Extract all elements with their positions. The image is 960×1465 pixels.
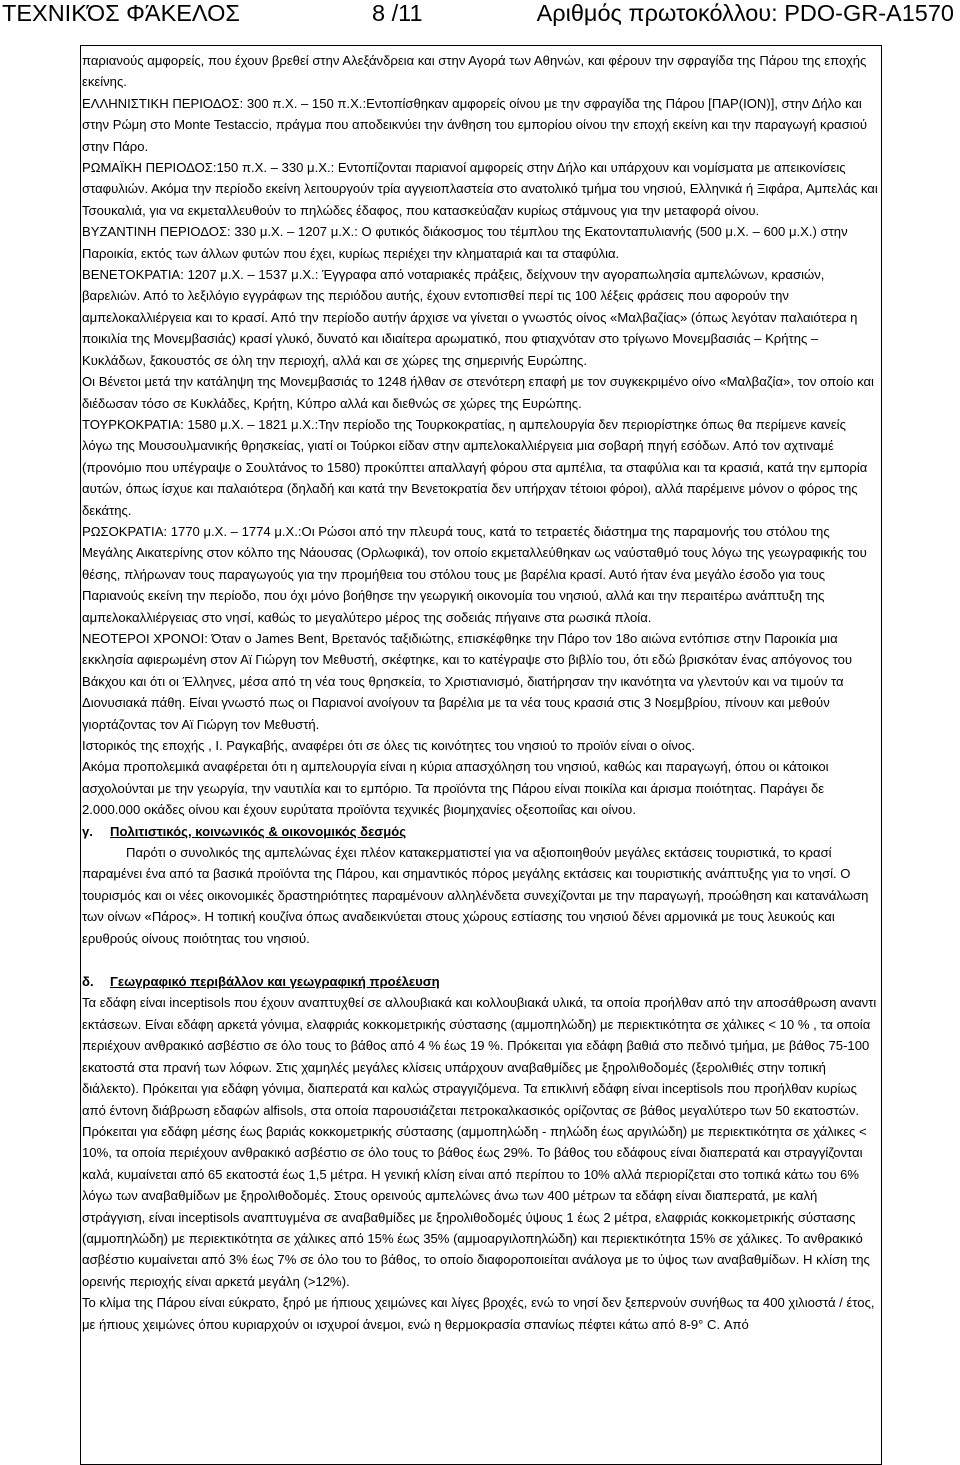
paragraph: ΒΥΖΑΝΤΙΝΗ ΠΕΡΙΟΔΟΣ: 330 μ.Χ. – 1207 μ.Χ.: Ο φυτικός διάκοσμος του τέμπλου της Εκατονταπυλιανής (500 μ.Χ. – 600 μ.Χ.) στην Παροικία, εκτός των άλλων φυτών που έχει, κυρίως περιέχει την κληματαριά και τα σταφύλια. xyxy=(82,224,848,261)
protocol-number: Αριθμός πρωτοκόλλου: PDO-GR-A1570 xyxy=(536,0,954,26)
page-header xyxy=(0,0,960,36)
paragraph: ΤΟΥΡΚΟΚΡΑΤΙΑ: 1580 μ.Χ. – 1821 μ.Χ.:Την περίοδο της Τουρκοκρατίας, η αμπελουργία δεν περιορίστηκε όπως θα περίμενε κανείς λόγω της Μουσουλμανικής θρησκείας, γιατί οι Τούρκοι είδαν στην αμπελοκαλλιέργεια μια σοβαρή πηγή εσόδων. Από τον αχτιναμέ (προνόμιο που υπέγραψε ο Σουλτάνος το 1580) προκύπτει απαλλαγή φόρου στα αμπέλια, τα σταφύλια και τα κρασιά, κατά την εμπορία αυτών, όπως ίσχυε και παλαιότερα (δηλαδή και κατά την Βενετοκρατία δεν υπήρχαν τέτοιοι φόροι), αλλά παρέμεινε μόνον ο φόρος της δεκάτης. xyxy=(82,416,868,518)
paragraph: ΒΕΝΕΤΟΚΡΑΤΙΑ: 1207 μ.Χ. – 1537 μ.Χ.: Έγγραφα από νοταριακές πράξεις, δείχνουν την αγοραπωλησία αμπελώνων, κρασιών, βαρελιών. Από το λεξιλόγιο εγγράφων της περιόδου αυτής, έχουν εντοπισθεί περί τις 100 λέξεις φράσεις που αφορούν την αμπελοκαλλιέργεια και το κρασί. Από την περίοδο αυτήν άρχισε να γίνεται ο γνωστός οίνος «Μαλβαζίας» (όπως λεγόταν παλαιότερα η ποικιλία της Μονεμβασιάς) κρασί γλυκό, δυνατό και ιδιαίτερα αρωματικό, που φτιαχνόταν στο τρίγωνο Μονεμβασιάς – Κρήτης – Κυκλάδων, ξακουστός σε όλη την περιοχή, αλλά και σε χώρες της σημερινής Ευρώπης. xyxy=(82,267,858,368)
spacer xyxy=(82,949,878,971)
folder-label: ΤΕΧΝΙΚΌΣ ΦΆΚΕΛΟΣ xyxy=(2,0,240,26)
section-heading-cultural xyxy=(82,821,878,842)
paragraph: Τα εδάφη είναι inceptisols που έχουν αναπτυχθεί σε αλλουβιακά και κολλουβιακά υλικά, τα οποία προήλθαν από την αποσάθρωση αναντι εκτάσεων. Είναι εδάφη αρκετά γόνιμα, ελαφριάς κοκκομετρικής σύστασης (αμμοπηλώδη) με περιεκτικότητα σε χάλικες < 10 % , τα οποία περιέχουν ανθρακικό ασβέστιο σε όλο τους το βάθος από 4 % έως 19 %. Πρόκειται για εδάφη βαθιά στο πεδινό τμήμα, με βάθος 75-100 εκατοστά στα πρανή των λόφων. Στις χαμηλές μεγάλες κλίσεις υπάρχουν αναβαθμίδες με ξηρολιθοδομές (ξερολιθιές στην τοπική διάλεκτο). Πρόκειται για εδάφη γόνιμα, διαπερατά και καλώς στραγγιζόμενα. Τα επικλινή εδάφη είναι inceptisols που προήλθαν κυρίως από έντονη διάβρωση εδαφών alfisols, στα οποία παρουσιάζεται πετροκαλκασικός ορίζοντας σε βάθος μεγαλύτερο των 50 εκατοστών. Πρόκειται για εδάφη μέσης έως βαριάς κοκκομετρικής σύστασης (αμμοπηλώδη - πηλώδη έως αργιλώδη) με περιεκτικότητα σε χάλικες < 10%, τα οποία περιέχουν ανθρακικό ασβέστιο σε όλο τους το βάθος έως 29%. Το βάθος του εδάφους είναι διαπερατά και στραγγίζονται καλά, κυμαίνεται από 65 εκατοστά έως 1,5 μέτρα. Η γενική κλίση είναι από περίπου το 10% αλλά περιορίζεται στο τοπικά κάτω του 6% λόγω των αναβαθμίδων με ξηρολιθοδομές. Στους ορεινούς αμπελώνες άνω των 400 μέτρων τα εδάφη είναι διαπερατά, με καλή στράγγιση, είναι inceptisols αναπτυγμένα σε αναβαθμίδες με ξηρολιθοδομές ύψους 1 έως 2 μέτρα, ελαφριάς κοκκομετρικής σύστασης (αμμοπηλώδη) με περιεκτικότητα σε χάλικες από 15% έως 35% (αμμοαργιλοπηλώδη) και περιεκτικότητα 15% σε χάλικες. Το ανθρακικό ασβέστιο κυμαίνεται από 3% έως 7% σε όλο του το βάθος, το οποίο διαφοροποιείται ανάλογα με το ύψος των αναβαθμίδων. Η κλίση της ορεινής περιοχής είναι αρκετά μεγάλη (>12%). xyxy=(82,995,877,1289)
paragraph: Παρότι ο συνολικός της αμπελώνας έχει πλέον κατακερματιστεί για να αξιοποιηθούν μεγάλες εκτάσεις τουριστικά, το κρασί παραμένει ένα από τα βασικά προϊόντα της Πάρου, και σημαντικός πόρος μεγάλης εκτάσεις και τουριστικής ανάπτυξης για το νησί. Ο τουρισμός και οι νέες οικονομικές δραστηριότητες παραμένουν αλληλένδετα συνεχίζονται με την παραγωγή, προώθηση και κατανάλωση των οίνων «Πάρος». Η τοπική κουζίνα όπως αναδεικνύεται στους χώρους εστίασης του νησιού δένει αρμονικά με τους λευκούς και ερυθρούς οίνους ποιότητας του νησιού. xyxy=(82,845,869,946)
page-number: 8 /11 xyxy=(372,0,423,26)
paragraph: ΕΛΛΗΝΙΣΤΙΚΗ ΠΕΡΙΟΔΟΣ: 300 π.Χ. – 150 π.Χ.:Εντοπίσθηκαν αμφορείς οίνου με την σφραγίδα της Πάρου [ΠΑΡ(ΙΟΝ)], στην Δήλο και στην Ρώμη στο Monte Testaccio, πράγμα που αποδεικνύει την άνθηση του εμπορίου οίνου την εποχή εκείνη και την παραγωγή κρασιού στην Πάρο. xyxy=(82,95,868,154)
section-letter: δ. xyxy=(82,974,94,990)
paragraph: Ακόμα προπολεμικά αναφέρεται ότι η αμπελουργία είναι η κύρια απασχόληση του νησιού, καθώς και παραγωγή, όπου οι κάτοικοι ασχολούνται με την γεωργία, την ναυτιλία και το εμπόριο. Τα προϊόντα της Πάρου είναι ποικίλα και άρισμα ποιότητας. Παράγει δε 2.000.000 οκάδες οίνου και έχουν ευρύτατα προϊόντα τεχνικές βιομηχανίες οξεοποιΐας και οίνου. xyxy=(82,759,829,818)
paragraph: ΡΩΣΟΚΡΑΤΙΑ: 1770 μ.Χ. – 1774 μ.Χ.:Οι Ρώσοι από την πλευρά τους, κατά το τετραετές διάστημα της παραμονής του στόλου της Μεγάλης Αικατερίνης στον κόλπο της Νάουσας (Ορλωφικά), τον οποίο εκμεταλλεύθηκαν ως ναύσταθμό τους λόγω της γεωγραφικής του θέσης, πλήρωναν τους παραγωγούς για την προμήθεια του στόλου τους με βαρέλια κρασί. Αυτό ήταν ένα μεγάλο έσοδο για τους Παριανούς εκείνη την περίοδο, που όχι μόνο βοήθησε την γεωργική οικονομία του νησιού, αλλά και την περαιτέρω ανάπτυξη της αμπελοκαλλιέργειας στο νησί, καθώς το μεγαλύτερο μέρος της σοδειάς πήγαινε στα ρωσικά πλοία. xyxy=(82,523,867,625)
section-heading-geographic xyxy=(82,971,878,992)
paragraph: ΡΩΜΑΪΚΗ ΠΕΡΙΟΔΟΣ:150 π.Χ. – 330 μ.Χ.: Εντοπίζονται παριανοί αμφορείς στην Δήλο και υπάρχουν και νομίσματα με απεικονίσεις σταφυλιών. Ακόμα την περίοδο εκείνη λειτουργούν τρία αγγειοπλαστεία στο ανατολικό τμήμα του νησιού, Ελληνικά ή Ξιφάρα, Αμπελάς και Τσουκαλιά, για να εκμεταλλευθούν το πηλώδες έδαφος, που κατασκεύαζαν κυρίως στάμνους για την μεταφορά οίνου. xyxy=(82,160,878,218)
paragraph: παριανούς αμφορείς, που έχουν βρεθεί στην Αλεξάνδρεια και στην Αγορά των Αθηνών, και φέρουν την σφραγίδα της Πάρου της εποχής εκείνης. xyxy=(82,53,867,90)
section-letter: γ. xyxy=(82,823,93,839)
paragraph: Οι Βένετοι μετά την κατάληψη της Μονεμβασιάς το 1248 ήλθαν σε στενότερη επαφή με τον συγκεκριμένο οίνο «Μαλβαζία», τον οποίο και διέδωσαν τόσο σε Κυκλάδες, Κρήτη, Κύπρο αλλά και διεθνώς σε χώρες της Ευρώπης. xyxy=(82,374,874,411)
paragraph: Το κλίμα της Πάρου είναι εύκρατο, ξηρό με ήπιους χειμώνες και λίγες βροχές, ενώ το νησί δεν ξεπερνούν συνήθως τα 400 χιλιοστά / έτος, με ήπιους χειμώνες όπου κυριαρχούν οι ισχυροί άνεμοι, ενώ η θερμοκρασία σπανίως πέφτει κάτω από 8-9° C. Από xyxy=(82,1295,875,1332)
section-title: Γεωγραφικό περιβάλλον και γεωγραφική προέλευση xyxy=(110,974,440,990)
paragraph: Ιστορικός της εποχής , Ι. Ραγκαβής, αναφέρει ότι σε όλες τις κοινότητες του νησιού το προϊόν είναι ο οίνος. xyxy=(82,738,696,753)
paragraph: ΝΕΟΤΕΡΟΙ ΧΡΟΝΟΙ: Όταν ο James Bent, Βρετανός ταξιδιώτης, επισκέφθηκε την Πάρο τον 18ο αιώνα εντόπισε στην Παροικία μια εκκλησία αφιερωμένη στον Αϊ Γιώργη τον Μεθυστή, σκέφτηκε, και το κατέγραψε στο βιβλίο του, ότι εδώ βρισκόταν ένας απόγονος του Βάκχου και ότι οι Έλληνες, μέσα από τη νέα τους θρησκεία, το Χριστιανισμό, διατήρησαν την ικανότητα να γλεντούν και να τιμούν τα Διονυσιακά πάθη. Είναι γνωστό πως οι Παριανοί ανοίγουν τα βαρέλια με τα νέα τους κρασιά στις 3 Νοεμβρίου, πίνουν και μεθούν γιορτάζοντας τον Αϊ Γιώργη τον Μεθυστή. xyxy=(82,630,853,732)
document-body xyxy=(82,50,878,1335)
section-title: Πολιτιστικός, κοινωνικός & οικονομικός δεσμός xyxy=(110,823,407,839)
